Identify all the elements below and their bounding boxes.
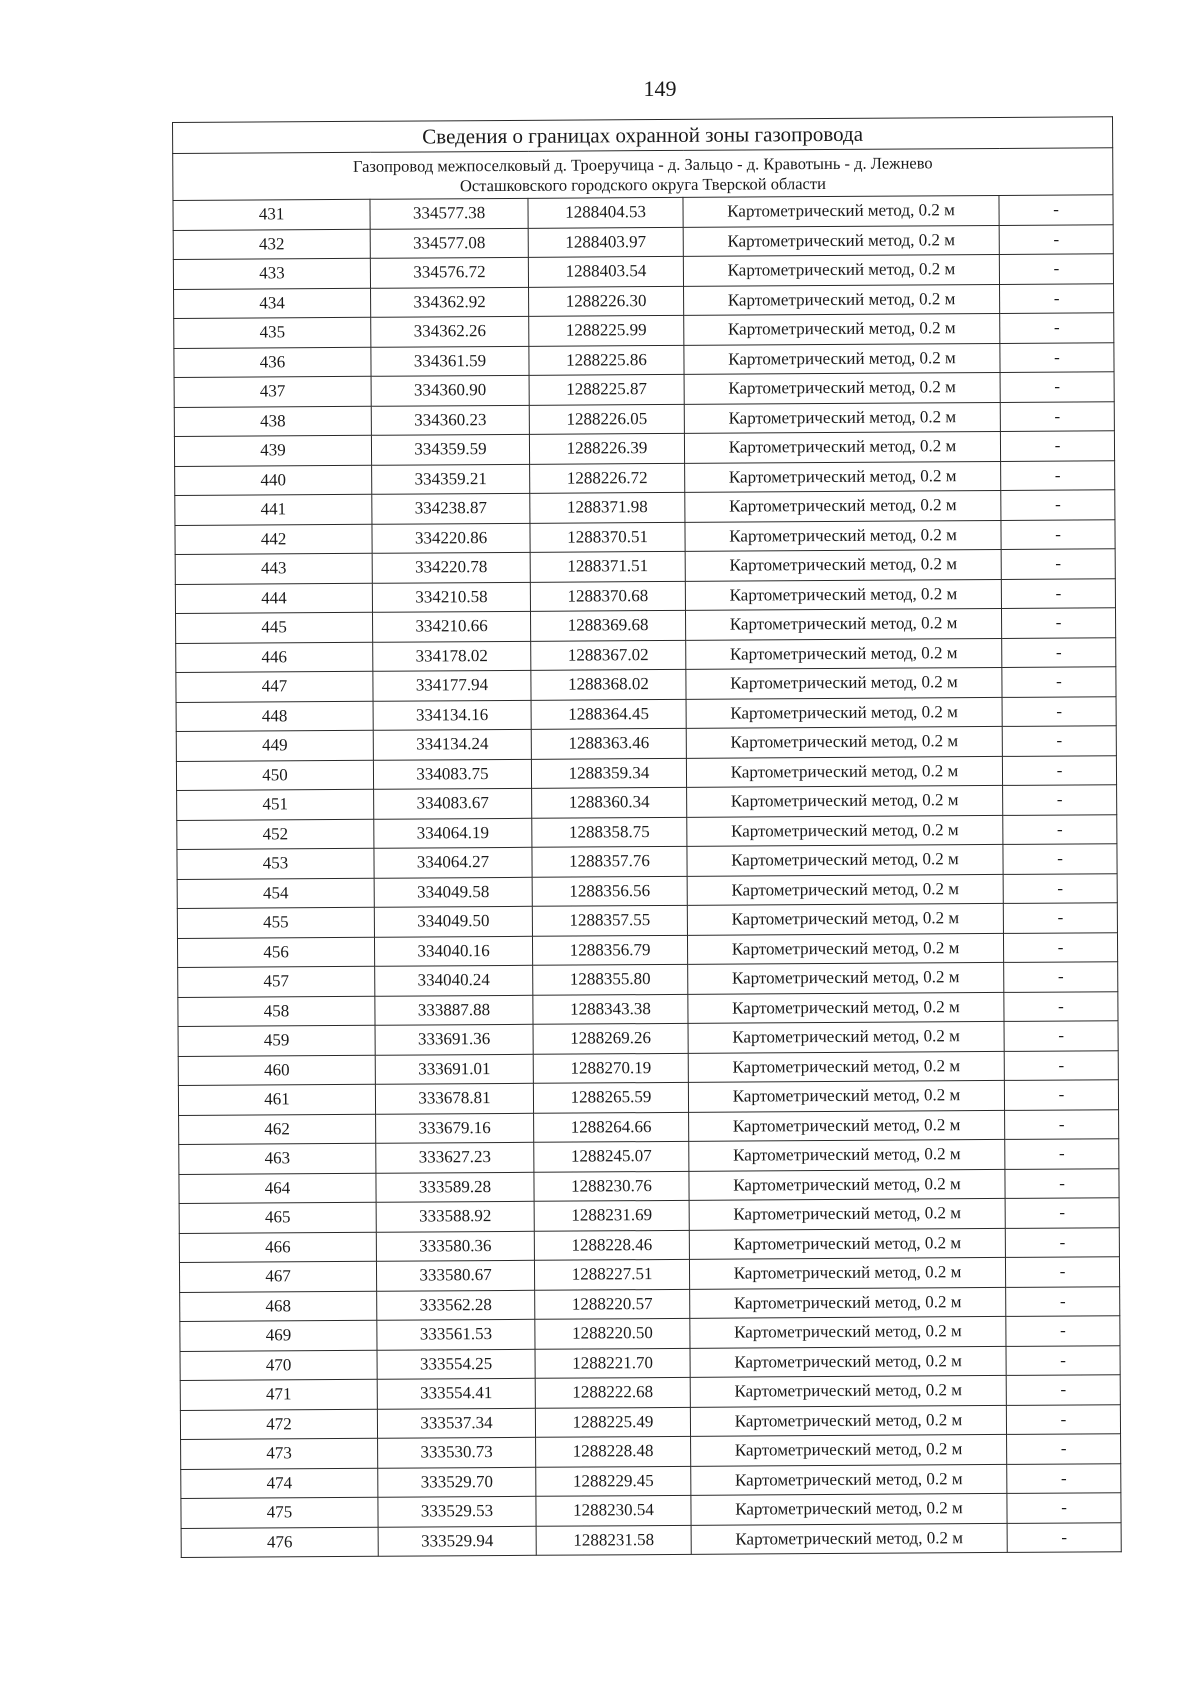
method-cell: Картометрический метод, 0.2 м [685, 549, 1001, 580]
y-coordinate-cell: 1288359.34 [531, 758, 686, 788]
note-cell: - [1000, 283, 1114, 313]
method-cell: Картометрический метод, 0.2 м [688, 1051, 1004, 1082]
x-coordinate-cell: 334177.94 [373, 670, 531, 700]
method-cell: Картометрический метод, 0.2 м [686, 756, 1002, 787]
x-coordinate-cell: 334360.90 [371, 375, 529, 405]
y-coordinate-cell: 1288269.26 [533, 1023, 688, 1053]
note-cell: - [1000, 401, 1114, 431]
y-coordinate-cell: 1288230.76 [534, 1171, 689, 1201]
point-number-cell: 469 [180, 1320, 377, 1351]
x-coordinate-cell: 334049.58 [374, 877, 532, 907]
x-coordinate-cell: 334360.23 [371, 405, 529, 435]
note-cell: - [1004, 1080, 1118, 1110]
x-coordinate-cell: 333691.01 [375, 1054, 533, 1084]
method-cell: Картометрический метод, 0.2 м [683, 225, 999, 256]
y-coordinate-cell: 1288370.68 [530, 581, 685, 611]
point-number-cell: 445 [176, 612, 373, 643]
note-cell: - [1001, 549, 1115, 579]
x-coordinate-cell: 334210.58 [372, 582, 530, 612]
method-cell: Картометрический метод, 0.2 м [686, 638, 1002, 669]
x-coordinate-cell: 334220.78 [372, 552, 530, 582]
note-cell: - [1006, 1404, 1120, 1434]
x-coordinate-cell: 334210.66 [372, 611, 530, 641]
method-cell: Картометрический метод, 0.2 м [684, 431, 1000, 462]
point-number-cell: 443 [175, 553, 372, 584]
point-number-cell: 433 [173, 258, 370, 289]
y-coordinate-cell: 1288264.66 [534, 1112, 689, 1142]
point-number-cell: 438 [174, 406, 371, 437]
note-cell: - [1002, 667, 1116, 697]
point-number-cell: 472 [180, 1409, 377, 1440]
point-number-cell: 454 [177, 878, 374, 909]
y-coordinate-cell: 1288343.38 [533, 994, 688, 1024]
method-cell: Картометрический метод, 0.2 м [689, 1139, 1005, 1170]
x-coordinate-cell: 334361.59 [371, 346, 529, 376]
y-coordinate-cell: 1288364.45 [531, 699, 686, 729]
y-coordinate-cell: 1288371.98 [530, 492, 685, 522]
point-number-cell: 461 [178, 1084, 375, 1115]
method-cell: Картометрический метод, 0.2 м [685, 461, 1001, 492]
method-cell: Картометрический метод, 0.2 м [688, 962, 1004, 993]
x-coordinate-cell: 334577.08 [370, 228, 528, 258]
note-cell: - [1007, 1463, 1121, 1493]
x-coordinate-cell: 334134.16 [373, 700, 531, 730]
document-sheet [172, 116, 1121, 1558]
point-number-cell: 455 [177, 907, 374, 938]
note-cell: - [1003, 932, 1117, 962]
y-coordinate-cell: 1288370.51 [530, 522, 685, 552]
x-coordinate-cell: 333691.36 [375, 1024, 533, 1054]
point-number-cell: 464 [179, 1173, 376, 1204]
method-cell: Картометрический метод, 0.2 м [689, 1257, 1005, 1288]
y-coordinate-cell: 1288403.54 [528, 256, 683, 286]
note-cell: - [1003, 814, 1117, 844]
method-cell: Картометрический метод, 0.2 м [690, 1375, 1006, 1406]
note-cell: - [1003, 873, 1117, 903]
method-cell: Картометрический метод, 0.2 м [684, 372, 1000, 403]
y-coordinate-cell: 1288230.54 [536, 1495, 691, 1525]
point-number-cell: 476 [181, 1527, 378, 1558]
point-number-cell: 466 [179, 1232, 376, 1263]
method-cell: Картометрический метод, 0.2 м [690, 1316, 1006, 1347]
y-coordinate-cell: 1288358.75 [532, 817, 687, 847]
point-number-cell: 453 [177, 848, 374, 879]
x-coordinate-cell: 333678.81 [375, 1083, 533, 1113]
method-cell: Картометрический метод, 0.2 м [687, 815, 1003, 846]
x-coordinate-cell: 333529.94 [378, 1526, 536, 1556]
y-coordinate-cell: 1288220.57 [535, 1289, 690, 1319]
method-cell: Картометрический метод, 0.2 м [689, 1110, 1005, 1141]
note-cell: - [1007, 1522, 1121, 1552]
point-number-cell: 434 [174, 288, 371, 319]
method-cell: Картометрический метод, 0.2 м [687, 903, 1003, 934]
note-cell: - [1000, 313, 1114, 343]
y-coordinate-cell: 1288225.87 [529, 374, 684, 404]
page-number: 149 [643, 76, 677, 101]
note-cell: - [1006, 1286, 1120, 1316]
note-cell: - [1002, 637, 1116, 667]
y-coordinate-cell: 1288368.02 [531, 669, 686, 699]
method-cell: Картометрический метод, 0.2 м [683, 254, 999, 285]
note-cell: - [1001, 460, 1115, 490]
point-number-cell: 465 [179, 1202, 376, 1233]
method-cell: Картометрический метод, 0.2 м [685, 520, 1001, 551]
method-cell: Картометрический метод, 0.2 м [684, 284, 1000, 315]
note-cell: - [1005, 1139, 1119, 1169]
point-number-cell: 439 [174, 435, 371, 466]
note-cell: - [1007, 1493, 1121, 1523]
x-coordinate-cell: 334134.24 [373, 729, 531, 759]
y-coordinate-cell: 1288231.69 [534, 1200, 689, 1230]
y-coordinate-cell: 1288369.68 [530, 610, 685, 640]
method-cell: Картометрический метод, 0.2 м [686, 667, 1002, 698]
x-coordinate-cell: 334238.87 [372, 493, 530, 523]
point-number-cell: 467 [179, 1261, 376, 1292]
x-coordinate-cell: 334040.24 [375, 965, 533, 995]
y-coordinate-cell: 1288357.55 [532, 905, 687, 935]
x-coordinate-cell: 334577.38 [370, 198, 528, 228]
point-number-cell: 449 [176, 730, 373, 761]
x-coordinate-cell: 334083.75 [373, 759, 531, 789]
note-cell: - [1004, 991, 1118, 1021]
y-coordinate-cell: 1288226.72 [530, 463, 685, 493]
note-cell: - [1006, 1375, 1120, 1405]
method-cell: Картометрический метод, 0.2 м [691, 1434, 1007, 1465]
point-number-cell: 450 [176, 760, 373, 791]
x-coordinate-cell: 333562.28 [377, 1290, 535, 1320]
point-number-cell: 442 [175, 524, 372, 555]
x-coordinate-cell: 333679.16 [376, 1113, 534, 1143]
note-cell: - [1001, 490, 1115, 520]
method-cell: Картометрический метод, 0.2 м [688, 992, 1004, 1023]
point-number-cell: 475 [181, 1497, 378, 1528]
point-number-cell: 446 [176, 642, 373, 673]
note-cell: - [1003, 844, 1117, 874]
x-coordinate-cell: 334359.59 [371, 434, 529, 464]
y-coordinate-cell: 1288225.49 [535, 1407, 690, 1437]
x-coordinate-cell: 334064.27 [374, 847, 532, 877]
method-cell: Картометрический метод, 0.2 м [688, 1080, 1004, 1111]
method-cell: Картометрический метод, 0.2 м [691, 1493, 1007, 1524]
note-cell: - [999, 224, 1113, 254]
y-coordinate-cell: 1288371.51 [530, 551, 685, 581]
point-number-cell: 437 [174, 376, 371, 407]
y-coordinate-cell: 1288225.86 [529, 345, 684, 375]
note-cell: - [999, 254, 1113, 284]
table-row [181, 1522, 1121, 1557]
point-number-cell: 468 [180, 1291, 377, 1322]
x-coordinate-cell: 333561.53 [377, 1319, 535, 1349]
method-cell: Картометрический метод, 0.2 м [691, 1464, 1007, 1495]
note-cell: - [1004, 1050, 1118, 1080]
x-coordinate-cell: 333530.73 [378, 1437, 536, 1467]
point-number-cell: 432 [173, 229, 370, 260]
point-number-cell: 440 [175, 465, 372, 496]
method-cell: Картометрический метод, 0.2 м [690, 1405, 1006, 1436]
note-cell: - [1006, 1316, 1120, 1346]
note-cell: - [1001, 578, 1115, 608]
note-cell: - [1005, 1227, 1119, 1257]
note-cell: - [1003, 903, 1117, 933]
x-coordinate-cell: 334362.92 [371, 287, 529, 317]
point-number-cell: 448 [176, 701, 373, 732]
y-coordinate-cell: 1288225.99 [529, 315, 684, 345]
note-cell: - [1004, 962, 1118, 992]
y-coordinate-cell: 1288245.07 [534, 1141, 689, 1171]
note-cell: - [999, 195, 1113, 225]
x-coordinate-cell: 333588.92 [376, 1201, 534, 1231]
method-cell: Картометрический метод, 0.2 м [685, 579, 1001, 610]
y-coordinate-cell: 1288226.30 [529, 286, 684, 316]
y-coordinate-cell: 1288356.79 [532, 935, 687, 965]
point-number-cell: 452 [177, 819, 374, 850]
point-number-cell: 460 [178, 1055, 375, 1086]
note-cell: - [1000, 342, 1114, 372]
method-cell: Картометрический метод, 0.2 м [689, 1198, 1005, 1229]
note-cell: - [1005, 1168, 1119, 1198]
subtitle-line-1: Газопровод межпоселковый д. Троеручица - д. Зальцо - д. Кравотынь - д. Лежнево [352, 153, 933, 176]
y-coordinate-cell: 1288403.97 [528, 227, 683, 257]
x-coordinate-cell: 333537.34 [377, 1408, 535, 1438]
method-cell: Картометрический метод, 0.2 м [685, 490, 1001, 521]
table-subtitle-row [173, 148, 1113, 201]
x-coordinate-cell: 334362.26 [371, 316, 529, 346]
method-cell: Картометрический метод, 0.2 м [687, 785, 1003, 816]
point-number-cell: 463 [179, 1143, 376, 1174]
method-cell: Картометрический метод, 0.2 м [687, 844, 1003, 875]
y-coordinate-cell: 1288367.02 [531, 640, 686, 670]
method-cell: Картометрический метод, 0.2 м [689, 1228, 1005, 1259]
x-coordinate-cell: 333554.41 [377, 1378, 535, 1408]
y-coordinate-cell: 1288360.34 [532, 787, 687, 817]
point-number-cell: 457 [178, 966, 375, 997]
y-coordinate-cell: 1288228.48 [536, 1436, 691, 1466]
y-coordinate-cell: 1288229.45 [536, 1466, 691, 1496]
x-coordinate-cell: 334040.16 [374, 936, 532, 966]
x-coordinate-cell: 334220.86 [372, 523, 530, 553]
method-cell: Картометрический метод, 0.2 м [684, 343, 1000, 374]
method-cell: Картометрический метод, 0.2 м [687, 874, 1003, 905]
x-coordinate-cell: 334083.67 [374, 788, 532, 818]
table-subtitle [173, 148, 1113, 201]
method-cell: Картометрический метод, 0.2 м [686, 726, 1002, 757]
y-coordinate-cell: 1288227.51 [534, 1259, 689, 1289]
y-coordinate-cell: 1288226.39 [529, 433, 684, 463]
point-number-cell: 447 [176, 671, 373, 702]
point-number-cell: 436 [174, 347, 371, 378]
method-cell: Картометрический метод, 0.2 м [683, 195, 999, 226]
point-number-cell: 473 [181, 1438, 378, 1469]
note-cell: - [1002, 696, 1116, 726]
y-coordinate-cell: 1288265.59 [533, 1082, 688, 1112]
x-coordinate-cell: 333580.67 [376, 1260, 534, 1290]
y-coordinate-cell: 1288357.76 [532, 846, 687, 876]
point-number-cell: 431 [173, 199, 370, 230]
y-coordinate-cell: 1288228.46 [534, 1230, 689, 1260]
y-coordinate-cell: 1288363.46 [531, 728, 686, 758]
x-coordinate-cell: 333529.70 [378, 1467, 536, 1497]
note-cell: - [1005, 1198, 1119, 1228]
y-coordinate-cell: 1288270.19 [533, 1053, 688, 1083]
x-coordinate-cell: 333589.28 [376, 1172, 534, 1202]
y-coordinate-cell: 1288355.80 [533, 964, 688, 994]
table-title: Сведения о границах охранной зоны газопровода [173, 117, 1113, 154]
x-coordinate-cell: 333554.25 [377, 1349, 535, 1379]
note-cell: - [1005, 1109, 1119, 1139]
note-cell: - [1001, 519, 1115, 549]
x-coordinate-cell: 333627.23 [376, 1142, 534, 1172]
x-coordinate-cell: 333529.53 [378, 1496, 536, 1526]
boundary-coordinates-table [172, 116, 1122, 1558]
y-coordinate-cell: 1288231.58 [536, 1525, 691, 1555]
note-cell: - [1006, 1345, 1120, 1375]
note-cell: - [1003, 785, 1117, 815]
point-number-cell: 459 [178, 1025, 375, 1056]
note-cell: - [1000, 431, 1114, 461]
method-cell: Картометрический метод, 0.2 м [690, 1287, 1006, 1318]
point-number-cell: 444 [175, 583, 372, 614]
x-coordinate-cell: 333887.88 [375, 995, 533, 1025]
y-coordinate-cell: 1288226.05 [529, 404, 684, 434]
method-cell: Картометрический метод, 0.2 м [688, 1021, 1004, 1052]
point-number-cell: 435 [174, 317, 371, 348]
note-cell: - [1002, 726, 1116, 756]
x-coordinate-cell: 334178.02 [373, 641, 531, 671]
x-coordinate-cell: 334359.21 [372, 464, 530, 494]
method-cell: Картометрический метод, 0.2 м [689, 1169, 1005, 1200]
subtitle-line-2: Осташковского городского округа Тверской области [459, 174, 826, 196]
x-coordinate-cell: 334049.50 [374, 906, 532, 936]
x-coordinate-cell: 334576.72 [370, 257, 528, 287]
y-coordinate-cell: 1288221.70 [535, 1348, 690, 1378]
method-cell: Картометрический метод, 0.2 м [684, 402, 1000, 433]
point-number-cell: 458 [178, 996, 375, 1027]
y-coordinate-cell: 1288220.50 [535, 1318, 690, 1348]
x-coordinate-cell: 334064.19 [374, 818, 532, 848]
point-number-cell: 471 [180, 1379, 377, 1410]
method-cell: Картометрический метод, 0.2 м [686, 697, 1002, 728]
y-coordinate-cell: 1288356.56 [532, 876, 687, 906]
point-number-cell: 474 [181, 1468, 378, 1499]
point-number-cell: 470 [180, 1350, 377, 1381]
note-cell: - [1007, 1434, 1121, 1464]
note-cell: - [1004, 1021, 1118, 1051]
note-cell: - [1000, 372, 1114, 402]
note-cell: - [1001, 608, 1115, 638]
method-cell: Картометрический метод, 0.2 м [685, 608, 1001, 639]
note-cell: - [1002, 755, 1116, 785]
y-coordinate-cell: 1288404.53 [528, 197, 683, 227]
point-number-cell: 451 [177, 789, 374, 820]
table-body [173, 117, 1122, 1558]
method-cell: Картометрический метод, 0.2 м [684, 313, 1000, 344]
point-number-cell: 456 [177, 937, 374, 968]
note-cell: - [1005, 1257, 1119, 1287]
point-number-cell: 462 [179, 1114, 376, 1145]
y-coordinate-cell: 1288222.68 [535, 1377, 690, 1407]
method-cell: Картометрический метод, 0.2 м [687, 933, 1003, 964]
method-cell: Картометрический метод, 0.2 м [691, 1523, 1007, 1554]
point-number-cell: 441 [175, 494, 372, 525]
x-coordinate-cell: 333580.36 [376, 1231, 534, 1261]
method-cell: Картометрический метод, 0.2 м [690, 1346, 1006, 1377]
